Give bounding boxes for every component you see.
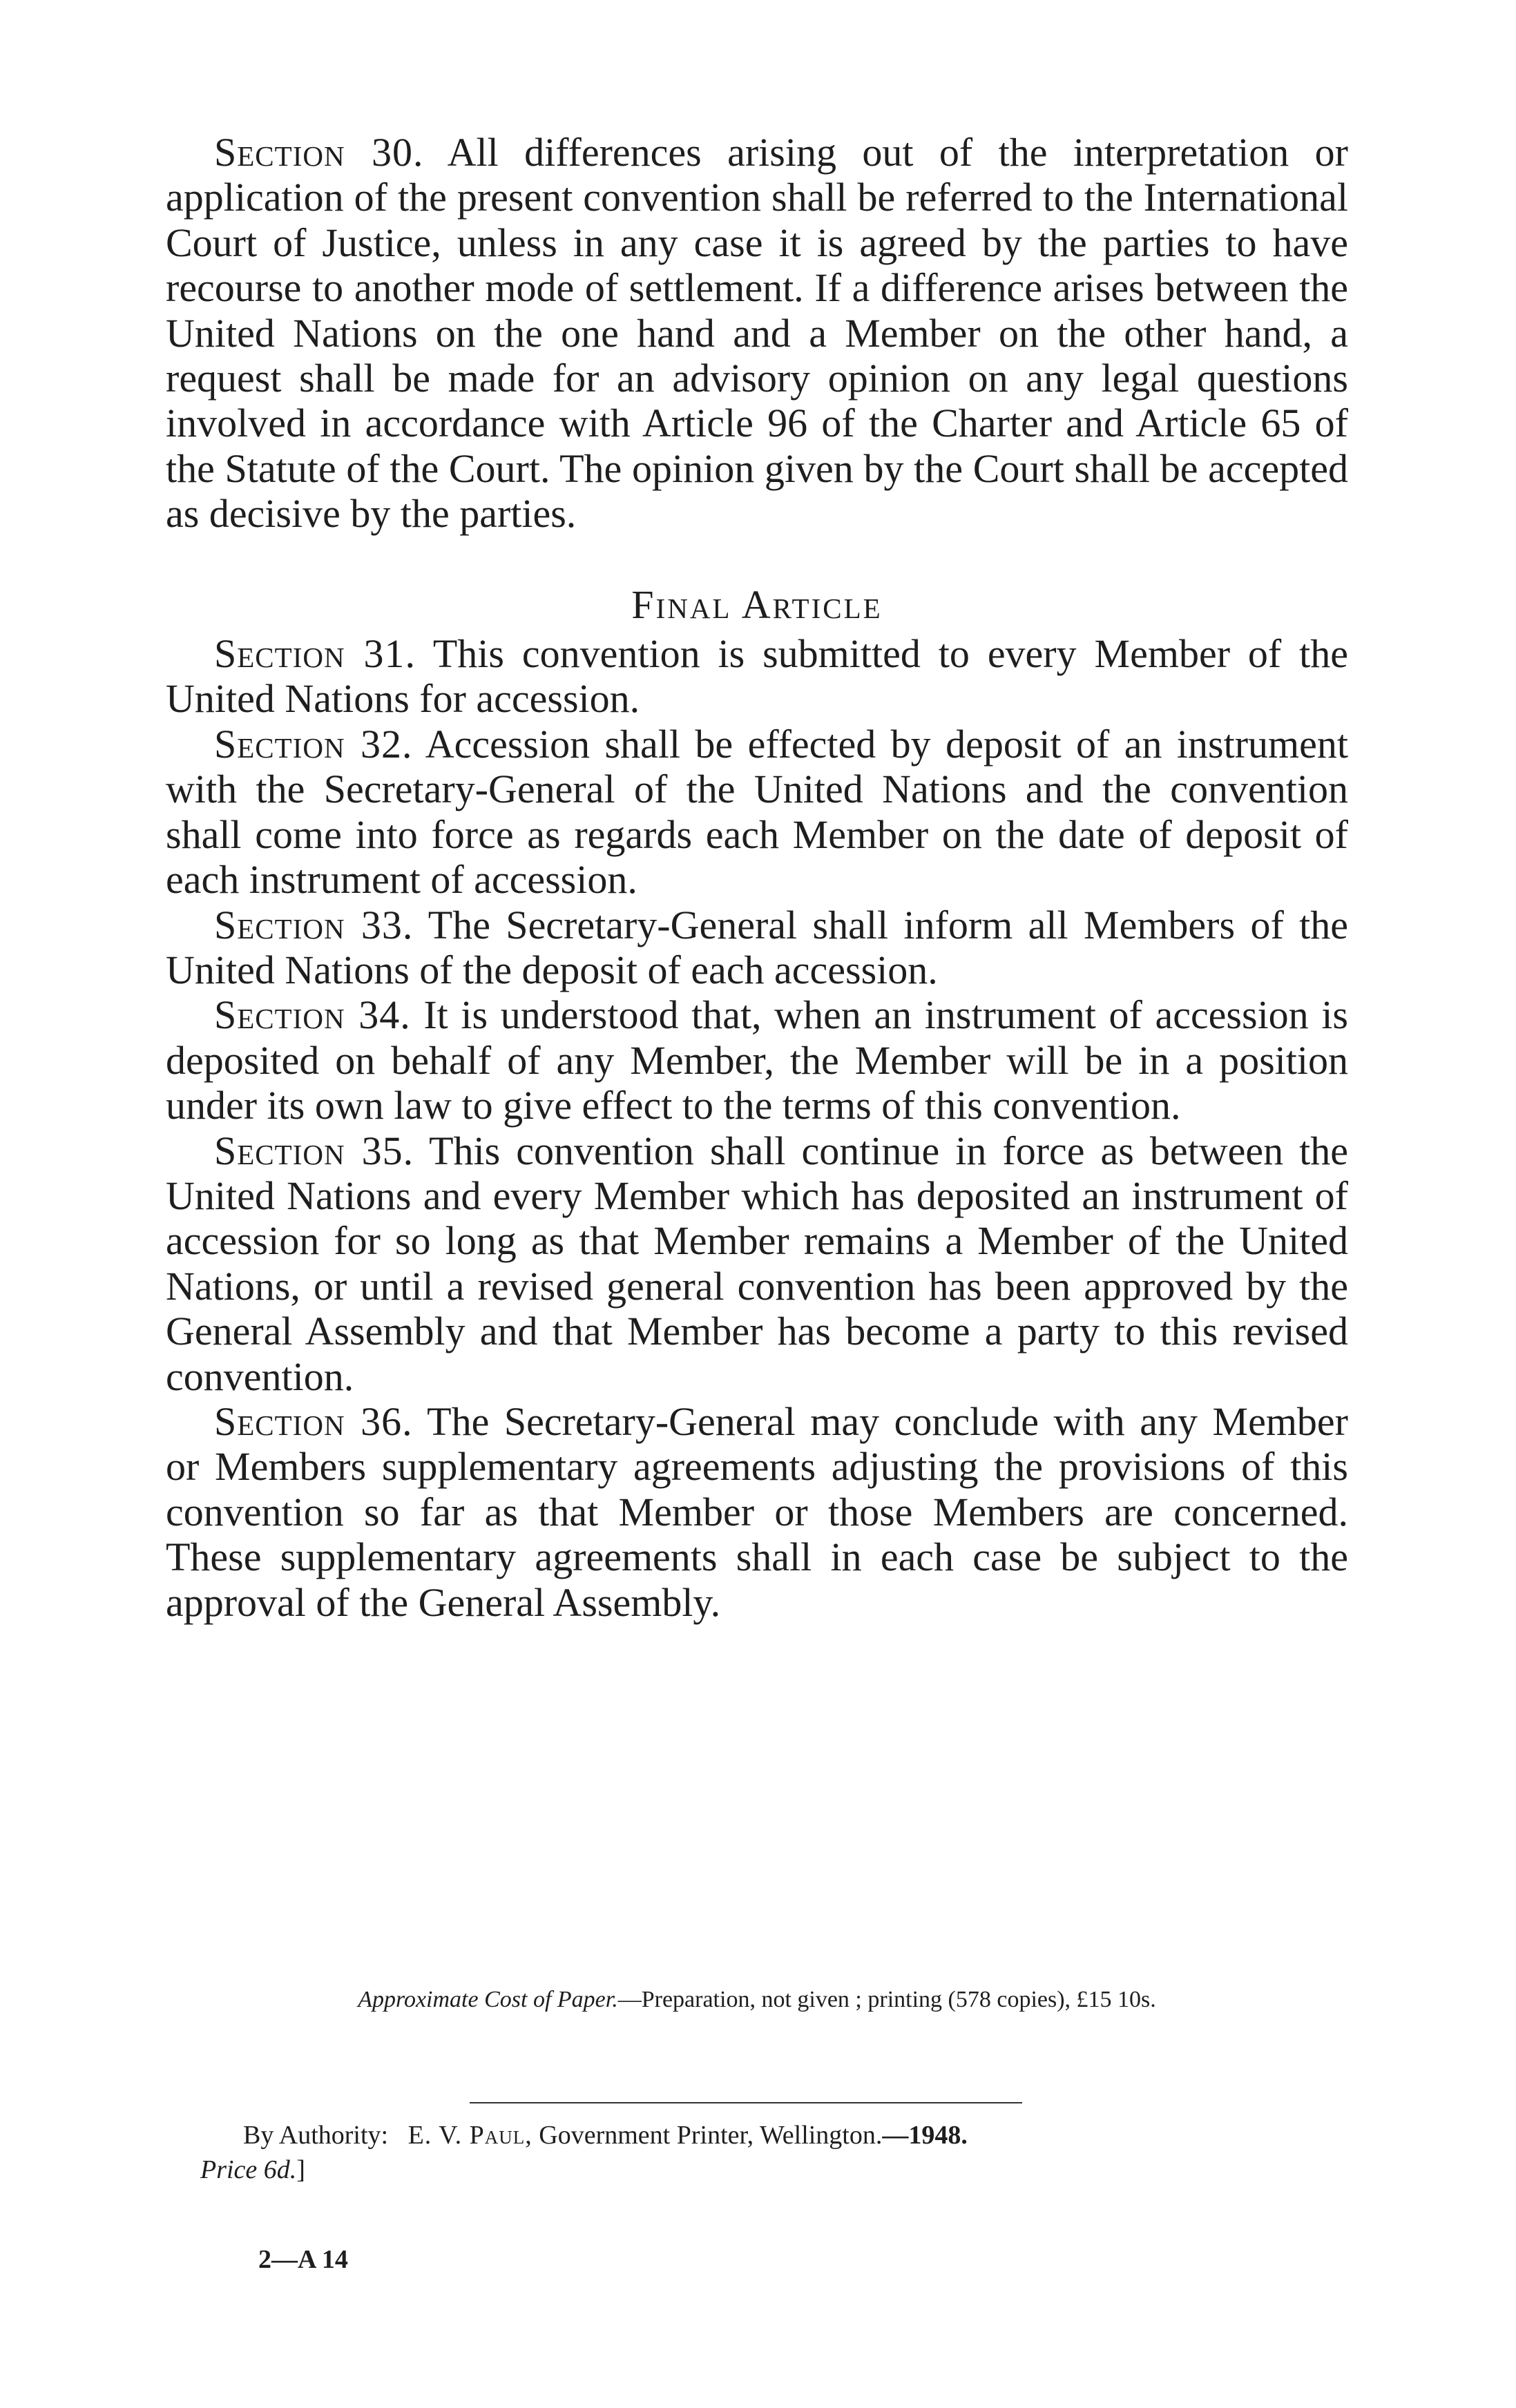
section-label: Section 35. <box>214 1128 414 1173</box>
section-text: The Secretary-General may conclude with any Member or Members supplementary agreements adjusting the provisions of this convention so far as that Member or those Members are concerned. These supplementary agreements shall in each case be subject to the approval of the General Assembly. <box>166 1398 1348 1625</box>
section-text: It is understood that, when an instrument of accession is deposited on behalf of any Member, the Member will be in a position under its own law to give effect to the terms of this convention. <box>166 992 1348 1128</box>
cost-of-paper-note <box>166 1986 1348 2014</box>
section-text: All differences arising out of the interpretation or application of the present convention shall be referred to the International Court of Justice, unless in any case it is agreed by the parties to have recourse to another mode of settlement. If a difference arises between the United Nations on the one hand and a Member on the other hand, a request shall be made for an advisory opinion on any legal questions involved in accordance with Article 96 of the Charter and Article 65 of the Statute of the Court. The opinion given by the Court shall be accepted as decisive by the parties. <box>166 130 1348 537</box>
section-text: This convention is submitted to every Member of the United Nations for accession. <box>166 631 1349 722</box>
authority-prefix: By Authority: <box>243 2121 389 2150</box>
price-label: Price <box>200 2155 258 2184</box>
final-article-heading: Final Article <box>631 581 883 627</box>
section-label: Section 34. <box>214 992 411 1038</box>
divider-rule <box>470 2102 1022 2103</box>
cost-note-text: —Preparation, not given ; printing (578 copies), £15 10s. <box>617 1987 1156 2012</box>
section-32-paragraph <box>166 722 1348 903</box>
printer-name: E. V. Paul, <box>407 2121 532 2150</box>
cost-note-label: Approximate Cost of Paper. <box>358 1987 618 2012</box>
section-33-paragraph <box>166 903 1348 993</box>
section-label: Section 31. <box>214 631 416 677</box>
section-label: Section 33. <box>214 902 414 947</box>
section-label: Section 32. <box>214 721 413 767</box>
section-label: Section 36. <box>214 1398 413 1444</box>
price-amount: 6d. <box>263 2155 297 2184</box>
printer-signature-mark: 2—A 14 <box>258 2245 348 2274</box>
section-text: The Secretary-General shall inform all Members of the United Nations of the deposit of each accession. <box>166 902 1348 992</box>
section-label: Section 30. <box>214 130 424 175</box>
printer-authority-line <box>243 2120 968 2150</box>
section-36-paragraph <box>166 1399 1348 1625</box>
print-year: —1948. <box>882 2121 968 2150</box>
body-text <box>166 130 1348 1625</box>
section-text: This convention shall continue in force as between the United Nations and every Member which has deposited an instrument of accession for so long as that Member remains a Member of the United Nations, or until a revised general convention has been approved by the General Assembly and that Member has become a party to this revised convention. <box>166 1128 1348 1399</box>
section-34-paragraph <box>166 992 1348 1128</box>
section-text: Accession shall be effected by deposit of an instrument with the Secretary-General of the United Nations and the convention shall come into force as regards each Member on the date of deposit of each instrument of accession. <box>166 721 1348 903</box>
section-31-paragraph <box>166 631 1348 722</box>
price-bracket: ] <box>296 2155 305 2184</box>
section-35-paragraph <box>166 1128 1348 1399</box>
section-30-paragraph <box>166 130 1348 537</box>
printer-title: Government Printer, Wellington. <box>539 2121 883 2150</box>
price-line <box>200 2155 305 2185</box>
